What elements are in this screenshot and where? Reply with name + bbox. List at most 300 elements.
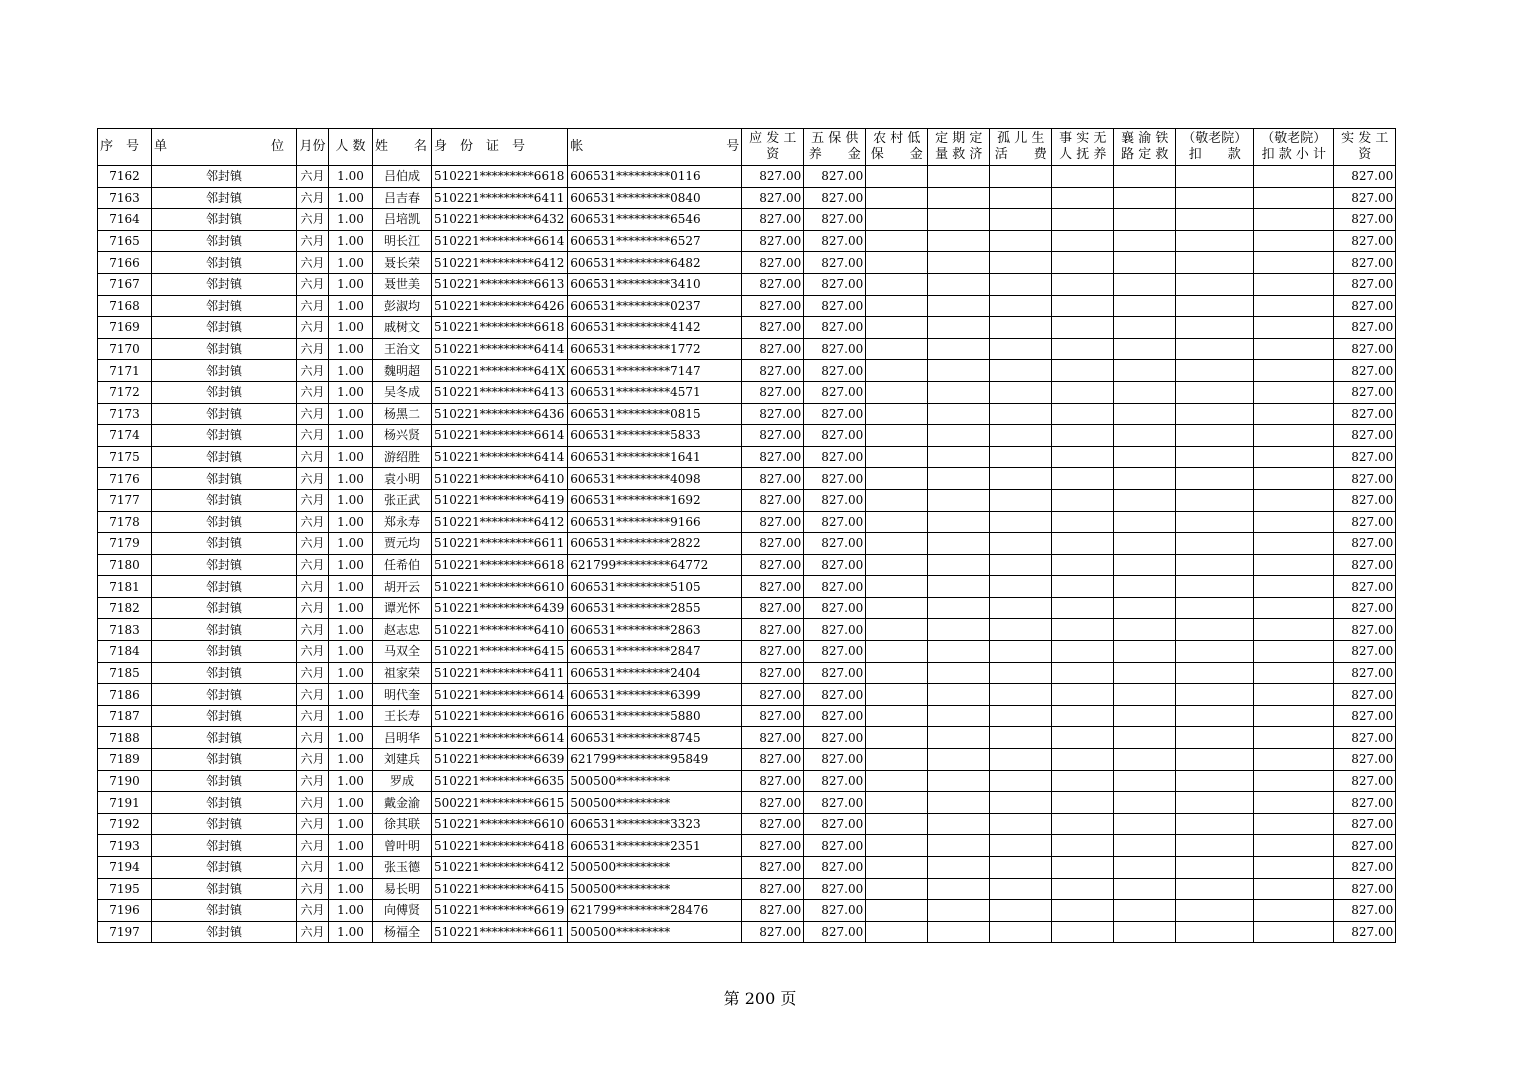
cell-unit: 邻封镇 bbox=[152, 489, 297, 511]
cell-wubao: 827.00 bbox=[804, 554, 866, 576]
column-header-line1: 帐 号 bbox=[570, 139, 740, 154]
cell-count: 1.00 bbox=[329, 533, 373, 555]
cell-deduction bbox=[1176, 813, 1254, 835]
cell-count: 1.00 bbox=[329, 403, 373, 425]
column-header bbox=[432, 129, 568, 166]
cell-wubao: 827.00 bbox=[804, 425, 866, 447]
cell-deduction-subtotal bbox=[1254, 338, 1334, 360]
cell-net-pay: 827.00 bbox=[1334, 273, 1396, 295]
cell-relief bbox=[928, 166, 990, 188]
cell-wubao: 827.00 bbox=[804, 792, 866, 814]
cell-count: 1.00 bbox=[329, 662, 373, 684]
cell-name: 魏明超 bbox=[373, 360, 432, 382]
cell-wubao: 827.00 bbox=[804, 252, 866, 274]
table-row bbox=[98, 489, 1396, 511]
cell-relief bbox=[928, 705, 990, 727]
cell-month: 六月 bbox=[297, 489, 329, 511]
cell-count: 1.00 bbox=[329, 295, 373, 317]
cell-wubao: 827.00 bbox=[804, 338, 866, 360]
cell-count: 1.00 bbox=[329, 900, 373, 922]
cell-seq: 7181 bbox=[98, 576, 152, 598]
cell-name: 刘建兵 bbox=[373, 749, 432, 771]
cell-railway bbox=[1114, 835, 1176, 857]
cell-wubao: 827.00 bbox=[804, 813, 866, 835]
cell-deduction-subtotal bbox=[1254, 425, 1334, 447]
cell-count: 1.00 bbox=[329, 835, 373, 857]
cell-dibao bbox=[866, 295, 928, 317]
column-header bbox=[568, 129, 742, 166]
cell-account: 606531*********6546 bbox=[568, 209, 742, 231]
cell-net-pay: 827.00 bbox=[1334, 597, 1396, 619]
cell-seq: 7174 bbox=[98, 425, 152, 447]
cell-name: 徐其联 bbox=[373, 813, 432, 835]
cell-month: 六月 bbox=[297, 576, 329, 598]
cell-account: 606531*********3410 bbox=[568, 273, 742, 295]
cell-relief bbox=[928, 252, 990, 274]
cell-deduction bbox=[1176, 187, 1254, 209]
cell-id-number: 510221*********6635 bbox=[432, 770, 568, 792]
table-row bbox=[98, 727, 1396, 749]
cell-dibao bbox=[866, 511, 928, 533]
table-row bbox=[98, 533, 1396, 555]
cell-railway bbox=[1114, 425, 1176, 447]
cell-month: 六月 bbox=[297, 273, 329, 295]
cell-seq: 7187 bbox=[98, 705, 152, 727]
cell-account: 606531*********5880 bbox=[568, 705, 742, 727]
cell-deduction bbox=[1176, 662, 1254, 684]
table-row bbox=[98, 468, 1396, 490]
cell-month: 六月 bbox=[297, 813, 329, 835]
cell-name: 胡开云 bbox=[373, 576, 432, 598]
cell-net-pay: 827.00 bbox=[1334, 533, 1396, 555]
cell-dibao bbox=[866, 835, 928, 857]
cell-orphan bbox=[990, 360, 1052, 382]
cell-name: 王长寿 bbox=[373, 705, 432, 727]
table-row bbox=[98, 317, 1396, 339]
column-header-line1: 月份 bbox=[299, 139, 326, 154]
cell-deduction bbox=[1176, 857, 1254, 879]
cell-deduction bbox=[1176, 792, 1254, 814]
cell-unit: 邻封镇 bbox=[152, 749, 297, 771]
table-body bbox=[98, 166, 1396, 943]
cell-name: 张玉德 bbox=[373, 857, 432, 879]
cell-seq: 7167 bbox=[98, 273, 152, 295]
column-header-line2: 路 定 救 bbox=[1121, 147, 1169, 162]
cell-count: 1.00 bbox=[329, 554, 373, 576]
cell-name: 贾元均 bbox=[373, 533, 432, 555]
cell-name: 彭淑均 bbox=[373, 295, 432, 317]
column-header bbox=[98, 129, 152, 166]
cell-gross-pay: 827.00 bbox=[742, 533, 804, 555]
cell-gross-pay: 827.00 bbox=[742, 252, 804, 274]
cell-id-number: 510221*********6412 bbox=[432, 511, 568, 533]
cell-account: 606531*********0116 bbox=[568, 166, 742, 188]
cell-dibao bbox=[866, 252, 928, 274]
cell-deduction bbox=[1176, 900, 1254, 922]
cell-id-number: 510221*********6412 bbox=[432, 252, 568, 274]
cell-seq: 7179 bbox=[98, 533, 152, 555]
cell-fostered bbox=[1052, 295, 1114, 317]
cell-net-pay: 827.00 bbox=[1334, 684, 1396, 706]
cell-net-pay: 827.00 bbox=[1334, 425, 1396, 447]
cell-deduction bbox=[1176, 317, 1254, 339]
cell-month: 六月 bbox=[297, 317, 329, 339]
cell-id-number: 510221*********6618 bbox=[432, 317, 568, 339]
cell-gross-pay: 827.00 bbox=[742, 554, 804, 576]
cell-fostered bbox=[1052, 878, 1114, 900]
cell-fostered bbox=[1052, 835, 1114, 857]
cell-dibao bbox=[866, 425, 928, 447]
cell-orphan bbox=[990, 792, 1052, 814]
table-row bbox=[98, 252, 1396, 274]
cell-orphan bbox=[990, 252, 1052, 274]
cell-count: 1.00 bbox=[329, 921, 373, 943]
cell-railway bbox=[1114, 295, 1176, 317]
table-row bbox=[98, 554, 1396, 576]
cell-wubao: 827.00 bbox=[804, 446, 866, 468]
cell-account: 500500********* bbox=[568, 792, 742, 814]
cell-unit: 邻封镇 bbox=[152, 770, 297, 792]
cell-wubao: 827.00 bbox=[804, 576, 866, 598]
cell-unit: 邻封镇 bbox=[152, 252, 297, 274]
cell-net-pay: 827.00 bbox=[1334, 792, 1396, 814]
cell-month: 六月 bbox=[297, 187, 329, 209]
cell-id-number: 510221*********6414 bbox=[432, 338, 568, 360]
cell-gross-pay: 827.00 bbox=[742, 446, 804, 468]
cell-account: 606531*********7147 bbox=[568, 360, 742, 382]
cell-unit: 邻封镇 bbox=[152, 576, 297, 598]
column-header-line1: 单 位 bbox=[154, 139, 285, 154]
cell-seq: 7166 bbox=[98, 252, 152, 274]
cell-account: 606531*********4571 bbox=[568, 381, 742, 403]
table-row bbox=[98, 381, 1396, 403]
table-row bbox=[98, 662, 1396, 684]
cell-deduction bbox=[1176, 770, 1254, 792]
cell-gross-pay: 827.00 bbox=[742, 360, 804, 382]
cell-seq: 7176 bbox=[98, 468, 152, 490]
cell-railway bbox=[1114, 446, 1176, 468]
cell-deduction-subtotal bbox=[1254, 749, 1334, 771]
cell-deduction-subtotal bbox=[1254, 921, 1334, 943]
cell-count: 1.00 bbox=[329, 209, 373, 231]
cell-orphan bbox=[990, 166, 1052, 188]
cell-relief bbox=[928, 403, 990, 425]
cell-relief bbox=[928, 662, 990, 684]
cell-unit: 邻封镇 bbox=[152, 187, 297, 209]
cell-orphan bbox=[990, 425, 1052, 447]
cell-wubao: 827.00 bbox=[804, 597, 866, 619]
cell-name: 吕培凯 bbox=[373, 209, 432, 231]
cell-wubao: 827.00 bbox=[804, 381, 866, 403]
cell-unit: 邻封镇 bbox=[152, 857, 297, 879]
cell-count: 1.00 bbox=[329, 425, 373, 447]
cell-deduction-subtotal bbox=[1254, 295, 1334, 317]
cell-month: 六月 bbox=[297, 252, 329, 274]
cell-gross-pay: 827.00 bbox=[742, 835, 804, 857]
cell-orphan bbox=[990, 533, 1052, 555]
cell-railway bbox=[1114, 770, 1176, 792]
cell-relief bbox=[928, 684, 990, 706]
column-header-line1: 五 保 供 bbox=[811, 131, 859, 146]
cell-name: 任希伯 bbox=[373, 554, 432, 576]
cell-wubao: 827.00 bbox=[804, 511, 866, 533]
column-header bbox=[804, 129, 866, 166]
cell-fostered bbox=[1052, 749, 1114, 771]
cell-account: 606531*********2847 bbox=[568, 641, 742, 663]
cell-deduction-subtotal bbox=[1254, 835, 1334, 857]
cell-seq: 7186 bbox=[98, 684, 152, 706]
cell-relief bbox=[928, 921, 990, 943]
cell-railway bbox=[1114, 554, 1176, 576]
cell-dibao bbox=[866, 878, 928, 900]
cell-orphan bbox=[990, 468, 1052, 490]
cell-gross-pay: 827.00 bbox=[742, 727, 804, 749]
cell-fostered bbox=[1052, 770, 1114, 792]
cell-unit: 邻封镇 bbox=[152, 209, 297, 231]
cell-fostered bbox=[1052, 403, 1114, 425]
cell-id-number: 510221*********6432 bbox=[432, 209, 568, 231]
cell-account: 606531*********8745 bbox=[568, 727, 742, 749]
cell-dibao bbox=[866, 230, 928, 252]
cell-id-number: 510221*********6410 bbox=[432, 619, 568, 641]
table-row bbox=[98, 295, 1396, 317]
cell-seq: 7188 bbox=[98, 727, 152, 749]
cell-name: 聂世美 bbox=[373, 273, 432, 295]
cell-dibao bbox=[866, 360, 928, 382]
cell-wubao: 827.00 bbox=[804, 533, 866, 555]
cell-name: 曾叶明 bbox=[373, 835, 432, 857]
cell-railway bbox=[1114, 252, 1176, 274]
cell-deduction-subtotal bbox=[1254, 878, 1334, 900]
cell-relief bbox=[928, 749, 990, 771]
table-row bbox=[98, 835, 1396, 857]
cell-unit: 邻封镇 bbox=[152, 446, 297, 468]
cell-unit: 邻封镇 bbox=[152, 533, 297, 555]
cell-count: 1.00 bbox=[329, 468, 373, 490]
cell-orphan bbox=[990, 662, 1052, 684]
cell-account: 621799*********28476 bbox=[568, 900, 742, 922]
cell-orphan bbox=[990, 749, 1052, 771]
cell-wubao: 827.00 bbox=[804, 317, 866, 339]
cell-seq: 7196 bbox=[98, 900, 152, 922]
cell-seq: 7172 bbox=[98, 381, 152, 403]
table-row bbox=[98, 813, 1396, 835]
cell-railway bbox=[1114, 857, 1176, 879]
cell-id-number: 510221*********6619 bbox=[432, 900, 568, 922]
cell-net-pay: 827.00 bbox=[1334, 317, 1396, 339]
column-header-line1: 事 实 无 bbox=[1059, 131, 1107, 146]
cell-railway bbox=[1114, 317, 1176, 339]
cell-gross-pay: 827.00 bbox=[742, 619, 804, 641]
cell-railway bbox=[1114, 641, 1176, 663]
cell-gross-pay: 827.00 bbox=[742, 813, 804, 835]
cell-id-number: 510221*********6611 bbox=[432, 533, 568, 555]
cell-net-pay: 827.00 bbox=[1334, 403, 1396, 425]
column-header-line1: 姓 名 bbox=[375, 139, 428, 154]
cell-unit: 邻封镇 bbox=[152, 900, 297, 922]
cell-dibao bbox=[866, 338, 928, 360]
cell-month: 六月 bbox=[297, 705, 329, 727]
cell-orphan bbox=[990, 295, 1052, 317]
column-header-line2: 保 金 bbox=[870, 147, 923, 162]
cell-seq: 7192 bbox=[98, 813, 152, 835]
cell-deduction-subtotal bbox=[1254, 446, 1334, 468]
cell-orphan bbox=[990, 900, 1052, 922]
cell-id-number: 510221*********6614 bbox=[432, 230, 568, 252]
cell-fostered bbox=[1052, 187, 1114, 209]
cell-deduction-subtotal bbox=[1254, 597, 1334, 619]
cell-deduction-subtotal bbox=[1254, 662, 1334, 684]
cell-relief bbox=[928, 425, 990, 447]
cell-count: 1.00 bbox=[329, 489, 373, 511]
cell-gross-pay: 827.00 bbox=[742, 489, 804, 511]
table-row bbox=[98, 684, 1396, 706]
column-header bbox=[1254, 129, 1334, 166]
cell-gross-pay: 827.00 bbox=[742, 403, 804, 425]
cell-orphan bbox=[990, 597, 1052, 619]
cell-account: 606531*********2404 bbox=[568, 662, 742, 684]
cell-fostered bbox=[1052, 446, 1114, 468]
cell-dibao bbox=[866, 857, 928, 879]
cell-wubao: 827.00 bbox=[804, 705, 866, 727]
cell-relief bbox=[928, 727, 990, 749]
column-header bbox=[152, 129, 297, 166]
cell-name: 易长明 bbox=[373, 878, 432, 900]
cell-id-number: 510221*********6414 bbox=[432, 446, 568, 468]
cell-id-number: 510221*********6639 bbox=[432, 749, 568, 771]
cell-net-pay: 827.00 bbox=[1334, 554, 1396, 576]
cell-account: 606531*********2863 bbox=[568, 619, 742, 641]
cell-count: 1.00 bbox=[329, 705, 373, 727]
cell-net-pay: 827.00 bbox=[1334, 749, 1396, 771]
cell-wubao: 827.00 bbox=[804, 468, 866, 490]
cell-count: 1.00 bbox=[329, 813, 373, 835]
cell-railway bbox=[1114, 921, 1176, 943]
cell-fostered bbox=[1052, 662, 1114, 684]
cell-relief bbox=[928, 835, 990, 857]
cell-account: 606531*********5833 bbox=[568, 425, 742, 447]
cell-name: 马双全 bbox=[373, 641, 432, 663]
cell-account: 606531*********2822 bbox=[568, 533, 742, 555]
cell-railway bbox=[1114, 662, 1176, 684]
cell-name: 聂长荣 bbox=[373, 252, 432, 274]
cell-name: 杨兴贤 bbox=[373, 425, 432, 447]
column-header bbox=[990, 129, 1052, 166]
cell-relief bbox=[928, 468, 990, 490]
column-header-line1: 序 号 bbox=[100, 139, 140, 154]
cell-orphan bbox=[990, 705, 1052, 727]
cell-relief bbox=[928, 273, 990, 295]
cell-unit: 邻封镇 bbox=[152, 338, 297, 360]
cell-unit: 邻封镇 bbox=[152, 684, 297, 706]
cell-dibao bbox=[866, 489, 928, 511]
column-header bbox=[373, 129, 432, 166]
column-header bbox=[928, 129, 990, 166]
cell-month: 六月 bbox=[297, 533, 329, 555]
cell-dibao bbox=[866, 166, 928, 188]
cell-dibao bbox=[866, 641, 928, 663]
cell-seq: 7169 bbox=[98, 317, 152, 339]
cell-net-pay: 827.00 bbox=[1334, 209, 1396, 231]
cell-deduction-subtotal bbox=[1254, 166, 1334, 188]
cell-month: 六月 bbox=[297, 792, 329, 814]
cell-dibao bbox=[866, 209, 928, 231]
cell-orphan bbox=[990, 921, 1052, 943]
cell-fostered bbox=[1052, 338, 1114, 360]
cell-seq: 7162 bbox=[98, 166, 152, 188]
cell-name: 王治文 bbox=[373, 338, 432, 360]
cell-account: 606531*********1772 bbox=[568, 338, 742, 360]
cell-dibao bbox=[866, 727, 928, 749]
cell-wubao: 827.00 bbox=[804, 684, 866, 706]
cell-relief bbox=[928, 878, 990, 900]
column-header-line2: 人 抚 养 bbox=[1059, 147, 1107, 162]
cell-deduction-subtotal bbox=[1254, 857, 1334, 879]
cell-seq: 7168 bbox=[98, 295, 152, 317]
column-header-line1: 实 发 工 bbox=[1341, 131, 1389, 146]
table-row bbox=[98, 230, 1396, 252]
cell-unit: 邻封镇 bbox=[152, 468, 297, 490]
cell-account: 606531*********3323 bbox=[568, 813, 742, 835]
cell-wubao: 827.00 bbox=[804, 770, 866, 792]
cell-railway bbox=[1114, 230, 1176, 252]
cell-name: 杨黑二 bbox=[373, 403, 432, 425]
column-header bbox=[1114, 129, 1176, 166]
cell-id-number: 510221*********6614 bbox=[432, 425, 568, 447]
cell-relief bbox=[928, 900, 990, 922]
cell-railway bbox=[1114, 597, 1176, 619]
cell-dibao bbox=[866, 468, 928, 490]
cell-railway bbox=[1114, 878, 1176, 900]
cell-orphan bbox=[990, 727, 1052, 749]
cell-railway bbox=[1114, 187, 1176, 209]
cell-railway bbox=[1114, 209, 1176, 231]
cell-fostered bbox=[1052, 489, 1114, 511]
column-header bbox=[1334, 129, 1396, 166]
cell-net-pay: 827.00 bbox=[1334, 900, 1396, 922]
cell-gross-pay: 827.00 bbox=[742, 273, 804, 295]
column-header bbox=[1052, 129, 1114, 166]
cell-name: 明长江 bbox=[373, 230, 432, 252]
cell-wubao: 827.00 bbox=[804, 641, 866, 663]
cell-fostered bbox=[1052, 684, 1114, 706]
cell-name: 杨福全 bbox=[373, 921, 432, 943]
cell-gross-pay: 827.00 bbox=[742, 209, 804, 231]
cell-orphan bbox=[990, 403, 1052, 425]
cell-deduction-subtotal bbox=[1254, 273, 1334, 295]
cell-fostered bbox=[1052, 533, 1114, 555]
cell-orphan bbox=[990, 338, 1052, 360]
cell-deduction bbox=[1176, 489, 1254, 511]
cell-dibao bbox=[866, 813, 928, 835]
cell-relief bbox=[928, 576, 990, 598]
cell-net-pay: 827.00 bbox=[1334, 576, 1396, 598]
cell-id-number: 510221*********6610 bbox=[432, 813, 568, 835]
cell-railway bbox=[1114, 792, 1176, 814]
cell-net-pay: 827.00 bbox=[1334, 252, 1396, 274]
cell-id-number: 510221*********6410 bbox=[432, 468, 568, 490]
column-header-line1: 人 数 bbox=[335, 139, 366, 154]
cell-deduction bbox=[1176, 230, 1254, 252]
cell-deduction-subtotal bbox=[1254, 381, 1334, 403]
cell-deduction bbox=[1176, 576, 1254, 598]
cell-name: 郑永寿 bbox=[373, 511, 432, 533]
cell-month: 六月 bbox=[297, 900, 329, 922]
cell-wubao: 827.00 bbox=[804, 662, 866, 684]
cell-account: 606531*********6527 bbox=[568, 230, 742, 252]
cell-unit: 邻封镇 bbox=[152, 641, 297, 663]
cell-dibao bbox=[866, 533, 928, 555]
